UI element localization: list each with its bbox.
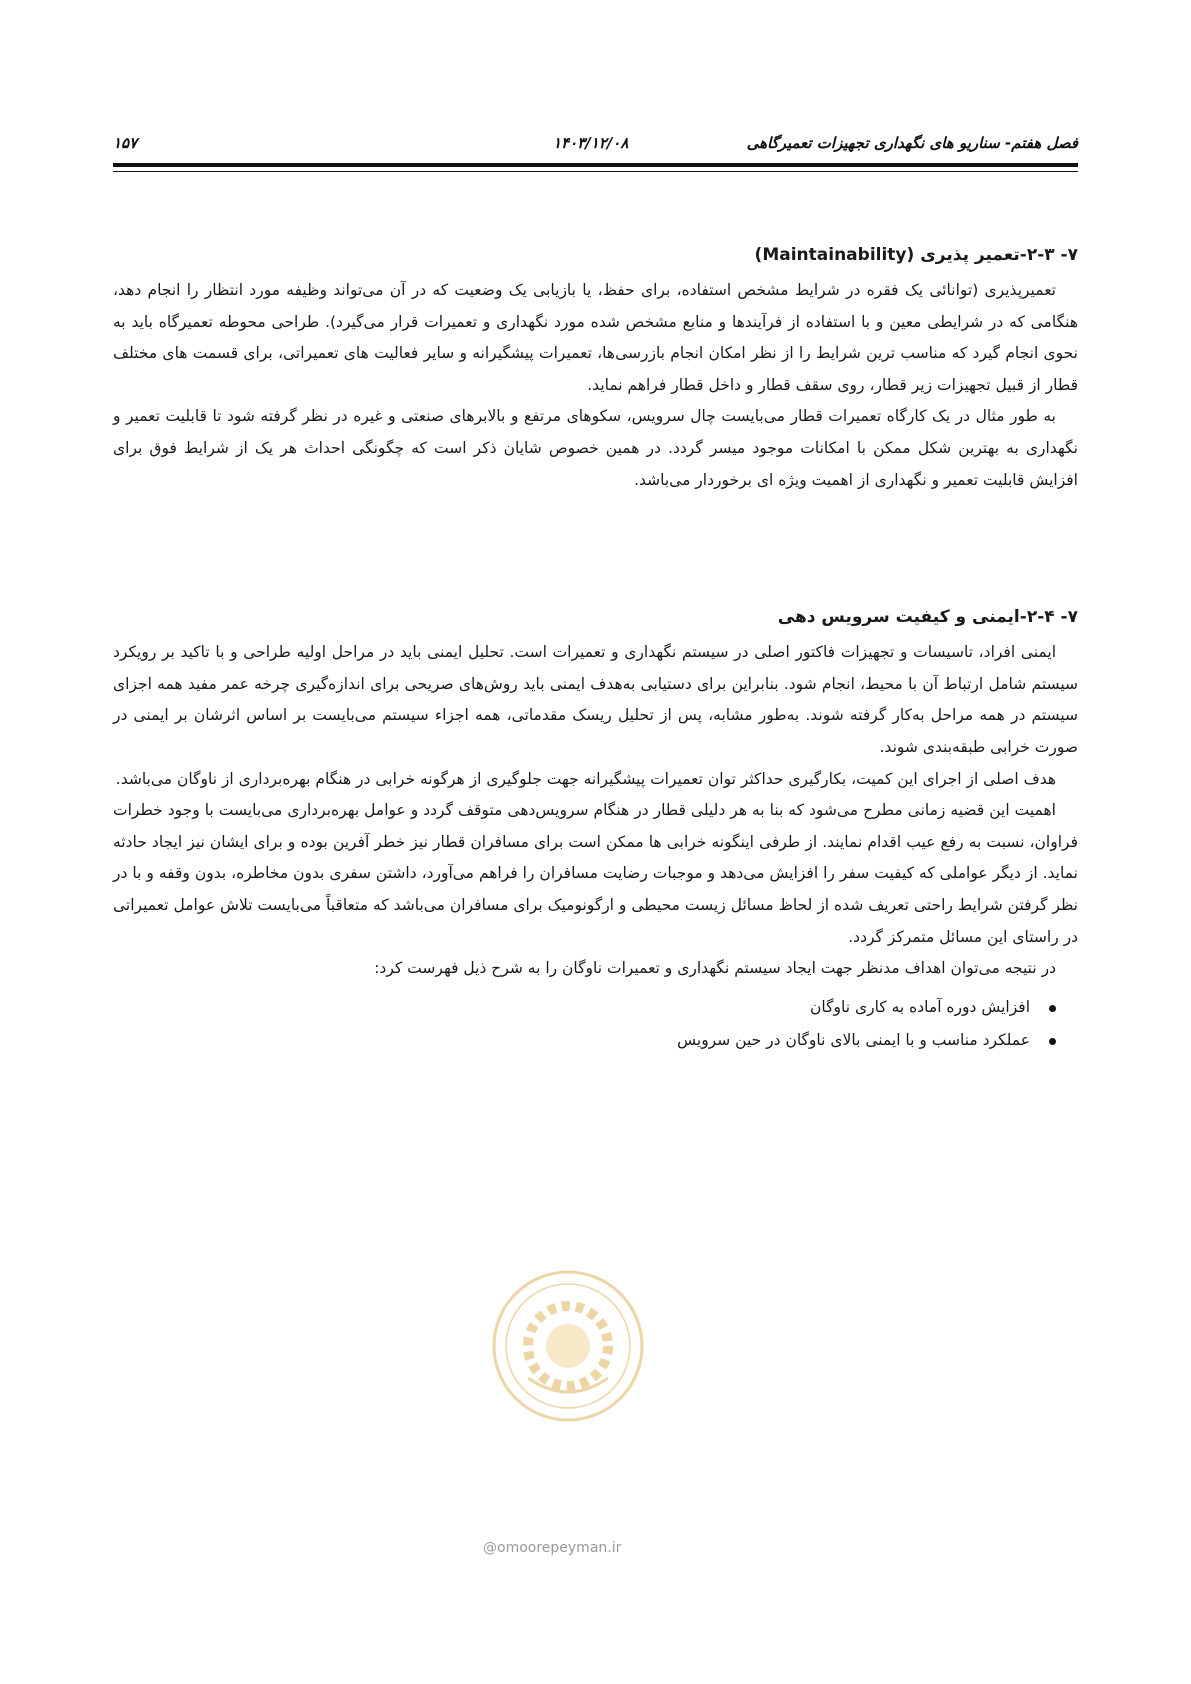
list-item: [113, 1024, 1060, 1057]
page-header: [113, 130, 1078, 160]
paragraph: تعمیرپذیری (توانائی یک فقره در شرایط مشخص استفاده، برای حفظ، یا بازیابی یک وضعیت که در آن می‌تواند وظیفه مورد انتظار را انجام دهد، هنگامی که در شرایطی معین و با استفاده از فرآیندها و منابع مشخص شده مورد نگهداری و تعمیرات قرار می‌گیرد). طراحی محوطه تعمیرگاه باید به نحوی انجام گیرد که مناسب ترین شرایط را از نظر امکان انجام بازرسی‌ها، تعمیرات پیشگیرانه و سایر فعالیت های تعمیراتی، برای قسمت های مختلف قطار از قبیل تجهیزات زیر قطار، روی سقف قطار و داخل قطار فراهم نماید.: [113, 281, 1078, 394]
bullet-icon: [1049, 1038, 1056, 1045]
page-number: ۱۵۷: [113, 134, 138, 152]
chapter-title: فصل هفتم- سناریو های نگهداری تجهیزات تعمیرگاهی: [746, 134, 1078, 152]
section-heading-safety: ۷- ۲-۴-ایمنی و کیفیت سرویس دهی: [777, 607, 1078, 628]
header-rule-thick: [113, 163, 1078, 167]
section-heading-maintainability: ۷- ۲-۳-تعمیر پذیری (Maintainability): [754, 245, 1078, 265]
goals-list: [113, 991, 1060, 1057]
paragraph: هدف اصلی از اجرای این کمیت، بکارگیری حداکثر توان تعمیرات پیشگیرانه جهت جلوگیری از هرگونه خرابی در هنگام بهره‌برداری از ناوگان می‌باشد.: [115, 769, 1056, 788]
header-date: ۱۴۰۳/۱۲/۰۸: [553, 134, 629, 152]
list-item-text: عملکرد مناسب و با ایمنی بالای ناوگان در حین سرویس: [677, 1030, 1030, 1049]
paragraph: اهمیت این قضیه زمانی مطرح می‌شود که بنا به هر دلیلی قطار در هنگام سرویس‌دهی متوقف گردد و عوامل بهره‌برداری می‌بایست با وجود خطرات فراوان، نسبت به رفع عیب اقدام نمایند. از طرفی اینگونه خرابی ها ممکن است برای مسافران قطار نیز خطر آفرین بوده و برای ایشان نیز ایجاد حادثه نماید. از دیگر عواملی که کیفیت سفر را افزایش می‌دهد و موجبات رضایت مسافران را فراهم می‌آورد، داشتن سفری بدون مخاطره، بدون وقفه و با در نظر گرفتن شرایط راحتی تعریف شده از لحاظ مسائل زیست محیطی و ارگونومیک برای مسافران می‌باشد که متعاقباً می‌بایست تلاش عوامل تعمیراتی در راستای این مسائل متمرکز گردد.: [113, 801, 1078, 946]
bullet-icon: [1049, 1005, 1056, 1012]
watermark-site: @omoorepeyman.ir: [483, 1540, 622, 1556]
list-item: [113, 991, 1060, 1024]
page-body: [113, 240, 1078, 1057]
paragraph: ایمنی افراد، تاسیسات و تجهیزات فاکتور اصلی در سیستم نگهداری و تعمیرات است. تحلیل ایمنی باید در مراحل اولیه طراحی و با تاکید بر رویکرد سیستم شامل ارتباط آن با محیط، انجام شود. بنابراین برای دستیابی به‌هدف ایمنی باید روش‌های صریحی برای اندازه‌گیری چرخه عمر مفید همه اجزای سیستم در همه مراحل به‌کار گرفته شوند. به‌طور مشابه، پس از تحلیل ریسک مقدماتی، همه اجزاء سیستم می‌بایست بر اساس اثرشان بر ایمنی در صورت خرابی طبقه‌بندی شوند.: [113, 643, 1078, 756]
watermark-seal-icon: [488, 1266, 648, 1426]
paragraph: در نتیجه می‌توان اهداف مدنظر جهت ایجاد سیستم نگهداری و تعمیرات ناوگان را به شرح ذیل فهرست کرد:: [374, 959, 1056, 978]
list-item-text: افزایش دوره آماده به کاری ناوگان: [810, 997, 1030, 1016]
paragraph: به طور مثال در یک کارگاه تعمیرات قطار می‌بایست چال سرویس، سکوهای مرتفع و بالابرهای صنعتی و غیره در نظر گرفته شود تا قابلیت تعمیر و نگهداری به بهترین شکل ممکن با امکانات موجود میسر گردد. در همین خصوص شایان ذکر است که چگونگی احداث هر یک از شرایط فوق برای افزایش قابلیت تعمیر و نگهداری از اهمیت ویژه ای برخوردار می‌باشد.: [113, 407, 1078, 489]
header-rule-thin: [113, 171, 1078, 172]
watermark-at-icon: @: [483, 1540, 497, 1556]
